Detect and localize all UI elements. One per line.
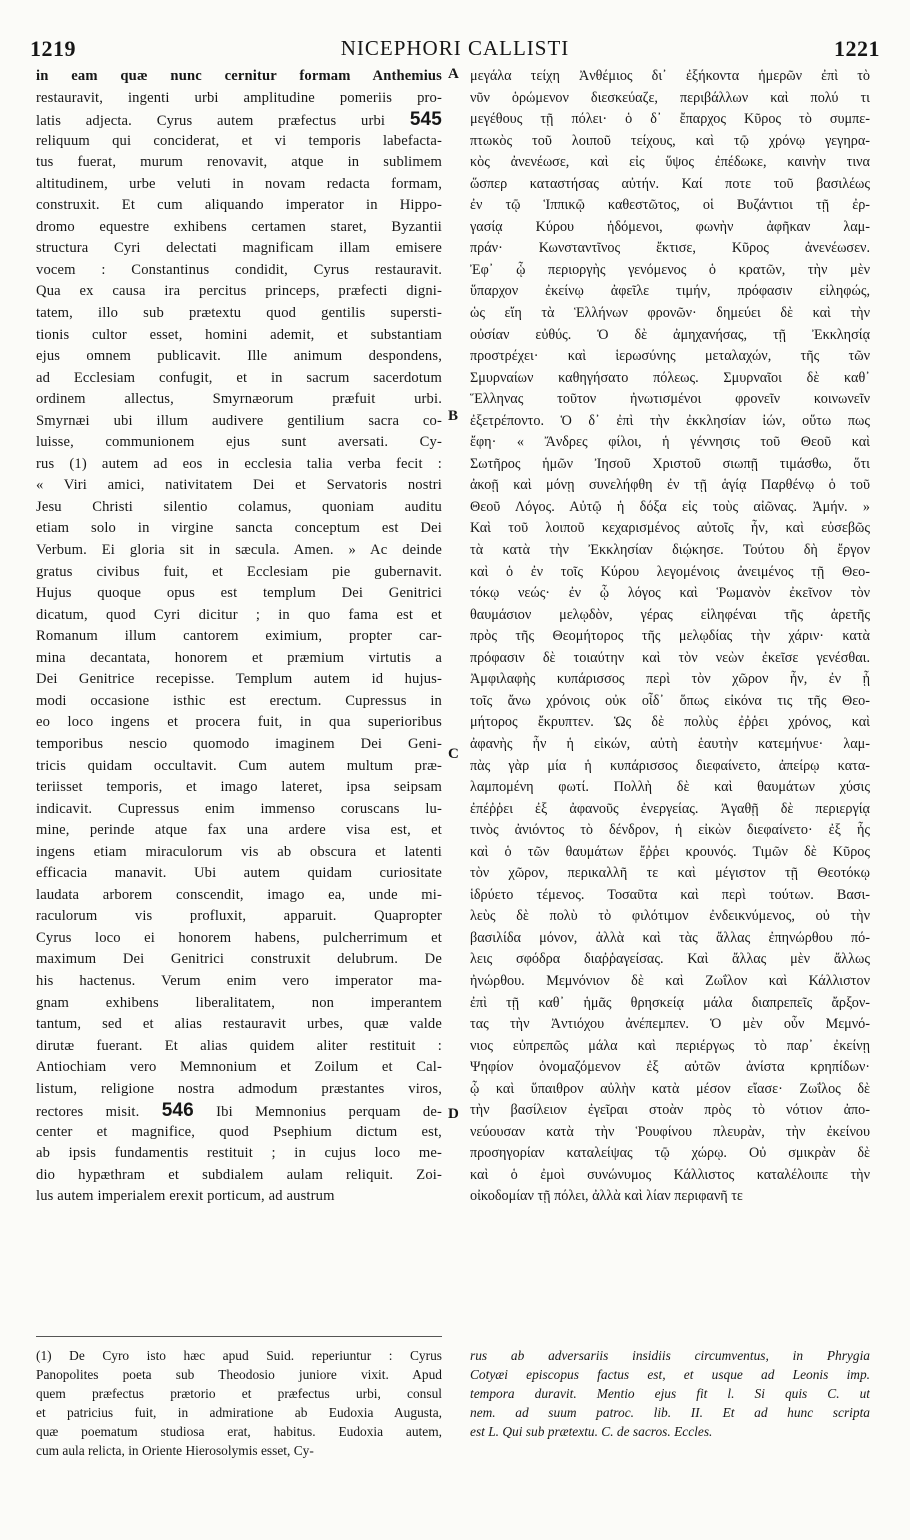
footnote-line: et patricius fuit, in admiratione ab Eudoxia Augusta, <box>36 1405 442 1420</box>
latin-text-line: dio hypæthram et subdialem aulam reliquit. Zoi- <box>36 1166 442 1183</box>
greek-text-line: ᾧ καὶ ὕπαιθρον αὐλὴν κατὰ μέσον εἴασε· Ζωΐλος δὲ <box>470 1080 870 1097</box>
footnote-line: (1) De Cyro isto hæc apud Suid. reperiuntur : Cyrus <box>36 1348 442 1363</box>
greek-text-line: ὕπαρχον ἐκείνῳ ἀφεῖλε τιμήν, πρόφασιν εἰληφώς, <box>470 283 870 300</box>
footnote-line: quæ poematum studiosa erat, habitus. Eudoxia autem, <box>36 1424 442 1439</box>
greek-text-line: ἠνώρθου. Μεμνόνιον δὲ καὶ Ζωΐλον καὶ Κάλλιστον <box>470 972 870 989</box>
greek-text-line: καὶ ὁ ἐμοὶ συνώνυμος Κάλλιστος καταλέλοιπε τὴν <box>470 1166 870 1183</box>
greek-text-line: βασιλίδα μόνον, ἀλλὰ καὶ τὰς ἄλλας ἐπηνώρθου πό- <box>470 929 870 946</box>
latin-text-line: dirutæ fuerant. Et alias quidem aliter restituit : <box>36 1037 442 1054</box>
latin-text-line: tatem, illo sub prætextu quod gentilis supersti- <box>36 305 442 322</box>
latin-text-line: tus fuerat, murum renovavit, atque in sublimem <box>36 154 442 171</box>
greek-text-line: νιος εὐπρεπῶς μάλα καὶ περιέργως τὸ παρ᾽ ἐκείνῃ <box>470 1037 870 1054</box>
greek-text-line: ἀφανὴς ἦν ἡ εἰκών, αὐτὴ ἑαυτὴν κατεμήνυε· λαμ- <box>470 735 870 752</box>
footnote-line: tempora duravit. Mentio ejus fit l. Si quis C. ut <box>470 1386 870 1401</box>
footnote-line: Cotyæi episcopus factus est, et usque ad Leonis imp. <box>470 1367 870 1382</box>
greek-text-line: μήτορος ἔκρυπτεν. Ὡς δὲ πολὺς ἐῤῥει χρόνος, καὶ <box>470 714 870 731</box>
latin-text-line: efficacia manavit. Ubi autem quidam curiositate <box>36 865 442 882</box>
latin-text-line: Cyrus loco ei honorem habens, pulcherrimum et <box>36 929 442 946</box>
latin-text-line: luisse, communionem ejus sunt aversati. Cy- <box>36 434 442 451</box>
section-marker-d: D <box>448 1106 459 1122</box>
latin-text-line: dromo equestre exhibens certamen staret, Byzantii <box>36 218 442 235</box>
latin-text-line: mina decantata, honorem et præmium virtutis a <box>36 649 442 666</box>
latin-text-line: Jesu Christi silentio colamus, quoniam auditu <box>36 498 442 515</box>
latin-text-line: structura Cyri delectati magnificam illam emisere <box>36 240 442 257</box>
latin-text-line: « Viri amici, nativitatem Dei et Servatoris nostri <box>36 477 442 494</box>
greek-text-line: τινὸς ἀνιόντος τὸ δένδρον, ἡ εἰκὼν διεφαίνετο· ἐξ ἧς <box>470 822 870 839</box>
latin-text-line: rectores misit. 546 Ibi Memnonius perquam de- <box>36 1100 442 1122</box>
footnote-line: est L. Qui sub prætextu. C. de sacros. Eccles. <box>470 1424 713 1439</box>
greek-text-line: Θεοῦ Λόγος. Αὐτῷ ἡ δόξα εἰς τοὺς αἰῶνας. Ἀμήν. » <box>470 498 870 515</box>
footnote-left <box>36 1346 442 1460</box>
latin-text-line: reliquum qui conciderat, et vi temporis labefacta- <box>36 132 442 149</box>
greek-text-line: οἰκοδομίαν τῇ πόλει, ἀλλὰ καὶ λίαν περιφανῆ τε <box>470 1188 743 1205</box>
latin-text-line: teriisset temporis, et imago lateret, ipsa seipsam <box>36 779 442 796</box>
greek-text-line: τὴν βασίλειον ἐγεῖραι στοὰν πρὸς τὸ νότιον ἀπο- <box>470 1102 870 1119</box>
greek-text-line: τόκῳ νεώς· ἐν ᾧ λόγος καὶ Ῥωμανὸν ἐκεῖνον τὸν <box>470 585 870 602</box>
latin-text-line: latis adjecta. Cyrus autem præfectus urbi 545 <box>36 109 442 131</box>
latin-column <box>36 66 442 1208</box>
greek-text-line: καὶ ὁ ἐν τοῖς Κύρου λεγομένοις ἀνειμένος τῇ Θεο- <box>470 563 870 580</box>
latin-text-line: tantum, sed et alias restauravit urbes, quæ valde <box>36 1016 442 1033</box>
greek-text-line: Σμυρναίων καθηγήσατο πόλεως. Σμυρναῖοι δὲ καθ᾽ <box>470 369 870 386</box>
greek-text-line: πρόφασιν δὲ τοιαύτην καὶ τὸν νεὼν ἐκεῖσε γενέσθαι. <box>470 649 870 666</box>
running-title: NICEPHORI CALLISTI <box>340 36 570 60</box>
latin-text-line: lus autem imperialem erexit porticum, ad austrum <box>36 1188 335 1205</box>
greek-text-line: μεγάλα τείχη Ἀνθέμιος δι᾽ ἐξήκοντα ἡμερῶν ἐπὶ τὸ <box>470 68 870 84</box>
latin-text-line: ad Ecclesiam confugit, et in sacrum sacerdotum <box>36 369 442 386</box>
latin-text-line: eo loco ingens et procera fuit, in qua superioribus <box>36 714 442 731</box>
latin-text-line: restauravit, ingenti urbi amplitudine pomeriis pro- <box>36 89 442 106</box>
greek-text-line: πρὸς τῆς Θεομήτορος τῆς μελῳδίας τὴν χάριν· κατὰ <box>470 628 870 645</box>
greek-text-line: ἐπέῤῥει ἐξ ἀφανοῦς ἐνεργείας. Ἀγαθῇ δὲ περιεργίᾳ <box>470 800 870 817</box>
greek-text-line: πὰς γὰρ μία ἡ κυπάρισσος διεφαίνετο, ἀπείρῳ κατα- <box>470 757 870 774</box>
latin-text-line: indicavit. Cupressus enim immenso coruscans lu- <box>36 800 442 817</box>
latin-text-line: maximum Dei Genitrici construxit delubrum. De <box>36 951 442 968</box>
latin-text-line: mine, perinde atque fax una ardere visa est, et <box>36 822 442 839</box>
latin-text-line: ejus omnem publicavit. Ille animum despondens, <box>36 348 442 365</box>
page-number-right: 1221 <box>834 36 880 61</box>
greek-text-line: ἐξετρέποντο. Ὁ δ᾽ ἐπὶ τὴν ἐκκλησίαν ἰών, οὕτω πως <box>470 412 870 429</box>
latin-text-line: vocem : Constantinus condidit, Cyrus restauravit. <box>36 261 442 278</box>
greek-text-line: Ἀμφιλαφὴς κυπάρισσος περὶ τὸν χῶρον ἦν, ἐν ᾗ <box>470 671 870 688</box>
latin-text-line: tricis quidam occultavit. Cum autem multum præ- <box>36 757 442 774</box>
greek-text-line: τοῖς ἄνω χρόνοις οὐκ οἶδ᾽ ὅπως εἰκόνα τις τῆς Θεο- <box>470 692 870 709</box>
greek-text-line: γασίᾳ Κύρου ἡδόμενοι, φωνὴν ἀφῆκαν λαμ- <box>470 218 870 235</box>
greek-column <box>470 66 870 1208</box>
greek-text-line: καὶ ὁ τῶν θαυμάτων ἔῤῥει κρουνός. Τιμῶν δὲ Κῦρος <box>470 843 870 860</box>
greek-text-line: ἔφη· « Ἄνδρες φίλοι, ἡ γέννησις τοῦ Θεοῦ καὶ <box>470 434 870 451</box>
latin-text-line: construxit. Et cum aliquando imperator in Hippo- <box>36 197 442 214</box>
latin-text-line: Romanum illum cantorem eximium, propter car- <box>36 628 442 645</box>
section-marker-b: B <box>448 408 459 424</box>
latin-text-line: in eam quæ nunc cernitur formam Anthemius <box>36 68 442 84</box>
footnote-line: cum aula relicta, in Oriente Hierosolymis esset, Cy- <box>36 1443 314 1458</box>
latin-text-line: tionis cultor esset, homini ademit, et substantiam <box>36 326 442 343</box>
latin-text-line: dicatum, quod Cyri dicitur ; in quo fama est et <box>36 606 442 623</box>
latin-text-line: etiam solo in virgine sancta conceptum est Dei <box>36 520 442 537</box>
footnote-rule <box>36 1336 442 1337</box>
greek-text-line: Σωτῆρος ἡμῶν Ἰησοῦ Χριστοῦ σιωπῇ τιμάσθω, ὅτι <box>470 455 870 472</box>
greek-text-line: ἀκοῇ καὶ μόνῃ συνελήφθη ἐν τῇ ἁγίᾳ Παρθένῳ ὁ τοῦ <box>470 477 870 494</box>
latin-text-line: Dei Genitrice recepisse. Templum autem id hujus- <box>36 671 442 688</box>
latin-text-line: ab ipsis fundamentis restituit ; in cujus loco me- <box>36 1145 442 1162</box>
latin-text-line: gnam exhibens liberalitatem, non imperantem <box>36 994 442 1011</box>
greek-text-line: ἐπὶ τῇ καθ᾽ ἡμᾶς θρησκείᾳ μάλα διαπρεπεῖς ἄρξον- <box>470 994 870 1011</box>
latin-text-line: modi occasione isthic est erectum. Cupressus in <box>36 692 442 709</box>
greek-text-line: μεγέθους τῇ πόλει· ὁ δ᾽ ἔπαρχος Κῦρος τὸ συμπε- <box>470 111 870 128</box>
latin-text-line: ingens etiam miraculorum vis ab obscura et latenti <box>36 843 442 860</box>
latin-text-line: Smyrnæi ubi illum audivere gentilium sacra co- <box>36 412 442 429</box>
latin-text-line: raculorum vis profluxit, apparuit. Quapropter <box>36 908 442 925</box>
section-marker-a: A <box>448 66 459 82</box>
greek-text-line: λεις σφόδρα διαῤῥαγείσας. Καὶ ἄλλας μὲν ἄλλως <box>470 951 870 968</box>
greek-text-line: θαυμάσιον μελῳδὸν, γέρας εἰληφέναι τῆς ἀρετῆς <box>470 606 870 623</box>
greek-text-line: ἐν τῷ Ἱππικῷ καθεστῶτος, οἱ Βυζάντιοι τῇ ἐρ- <box>470 197 870 214</box>
latin-text-line: rus (1) autem ad eos in ecclesia talia verba fecit : <box>36 455 442 472</box>
greek-text-line: Καὶ τοῦ λοιποῦ κεχαρισμένος αὐτοῖς ἦν, καὶ εὐσεβῶς <box>470 520 870 537</box>
footnote-right <box>470 1346 870 1441</box>
latin-text-line: Hujus quoque opus est templum Dei Genitrici <box>36 585 442 602</box>
greek-text-line: ὥσπερ καταστήσας αὐτήν. Καί ποτε τοῦ βασιλέως <box>470 175 870 192</box>
greek-text-line: ὡς εἴη τὰ Ἑλλήνων φρονῶν· δημεύει δὲ καὶ τὴν <box>470 305 870 322</box>
latin-text-line: ordinem allectus, Smyrnæorum præfuit urbi. <box>36 391 442 408</box>
greek-text-line: Ἐφ᾽ ᾧ περιοργὴς γενόμενος ὁ κρατῶν, τὴν μὲν <box>470 261 870 278</box>
greek-text-line: κὸς ἀνενέωσε, καὶ εἰς ὕψος ἐπέδωκε, καινὴν τινα <box>470 154 870 171</box>
latin-text-line: listum, religione nostra admodum præstantes viros, <box>36 1080 442 1097</box>
latin-text-line: gratus civibus fuit, et Ecclesiam pie gubernavit. <box>36 563 442 580</box>
marginal-column-number: 546 <box>161 1100 194 1122</box>
greek-text-line: οὐσίαν εὐθύς. Ὁ δὲ ἀμηχανήσας, τῇ Ἐκκλησίᾳ <box>470 326 870 343</box>
greek-text-line: πτωκὸς τοῦ λοιποῦ τείχους, καὶ τῷ χρόνῳ γεγηρα- <box>470 132 870 149</box>
greek-text-line: νεύουσαν κατὰ τὴν Ῥουφίνου πλευρὰν, τὴν ἐκείνου <box>470 1123 870 1140</box>
latin-text-line: his hactenus. Verum enim vero imperator ma- <box>36 972 442 989</box>
greek-text-line: τὸν χῶρον, περικαλλῆ τε καὶ μέγιστον τῇ Θεοτόκῳ <box>470 865 870 882</box>
running-header <box>30 36 880 62</box>
greek-text-line: προσηγορίαν καταλείψας τῷ χώρῳ. Οὐ σμικρὰν δὲ <box>470 1145 870 1162</box>
greek-text-line: ἱδρύετο τέμενος. Τοσαῦτα καὶ περὶ τούτων. Βασι- <box>470 886 870 903</box>
footnote-line: Panopolites poeta sub Theodosio juniore vixit. Apud <box>36 1367 442 1382</box>
latin-text-line: temporibus nescio quomodo imaginem Dei Geni- <box>36 735 442 752</box>
page-number-left: 1219 <box>30 36 76 61</box>
greek-text-line: Ψηφίον ὀνομαζόμενον ἐξ αὐτῶν ἀνίστα κρηπίδων· <box>470 1059 870 1076</box>
greek-text-line: Ἕλληνας τοῦτον ἠνωτισμένοι φρονεῖν κοινωνεῖν <box>470 391 870 408</box>
footnote-line: rus ab adversariis insidiis circumventus, in Phrygia <box>470 1348 870 1363</box>
greek-text-line: τας τὴν Ἀντιόχου ἀνέπεμπεν. Ὁ μὲν οὖν Μεμνό- <box>470 1016 870 1033</box>
latin-text-line: Antiochiam vero Memnonium et Zoilum et Cal- <box>36 1059 442 1076</box>
section-marker-c: C <box>448 746 459 762</box>
marginal-column-number: 545 <box>409 109 442 131</box>
greek-text-line: λαμπομένη φωτί. Πολλὴ δὲ καὶ θαυμάτων χύσις <box>470 779 870 796</box>
latin-text-line: Qua ex causa ira percitus princeps, præfecti digni- <box>36 283 442 300</box>
greek-text-line: λεὺς δὲ πολὺ τὸ φιλότιμον ἐνδεικνύμενος, οὐ τὴν <box>470 908 870 925</box>
latin-text-line: altitudinem, urbe veluti in novam redacta formam, <box>36 175 442 192</box>
latin-text-line: Verbum. Ei gloria sit in sæcula. Amen. » Ac deinde <box>36 542 442 559</box>
footnote-line: nem. ad suum patroc. lib. II. Et ad hunc scripta <box>470 1405 870 1420</box>
latin-text-line: center et magnifice, quod Psephium dictum est, <box>36 1123 442 1140</box>
footnote-line: quem præfectus prætorio et præfectus urbi, consul <box>36 1386 442 1401</box>
latin-text-line: laudata arborem conscendit, imago ea, unde mi- <box>36 886 442 903</box>
greek-text-line: νῦν ὁρώμενον διεσκεύαζε, περιβάλλων καὶ πολύ τι <box>470 89 870 106</box>
greek-text-line: προστρέχει· καὶ ἱερωσύνης μεταλαχών, τῆς τῶν <box>470 348 870 365</box>
greek-text-line: τὰ κατὰ τὴν Ἐκκλησίαν διῴκησε. Τούτου δὴ ἔργον <box>470 542 870 559</box>
greek-text-line: πράν· Κωνσταντῖνος ἔκτισε, Κῦρος ἀνενέωσεν. <box>470 240 870 257</box>
